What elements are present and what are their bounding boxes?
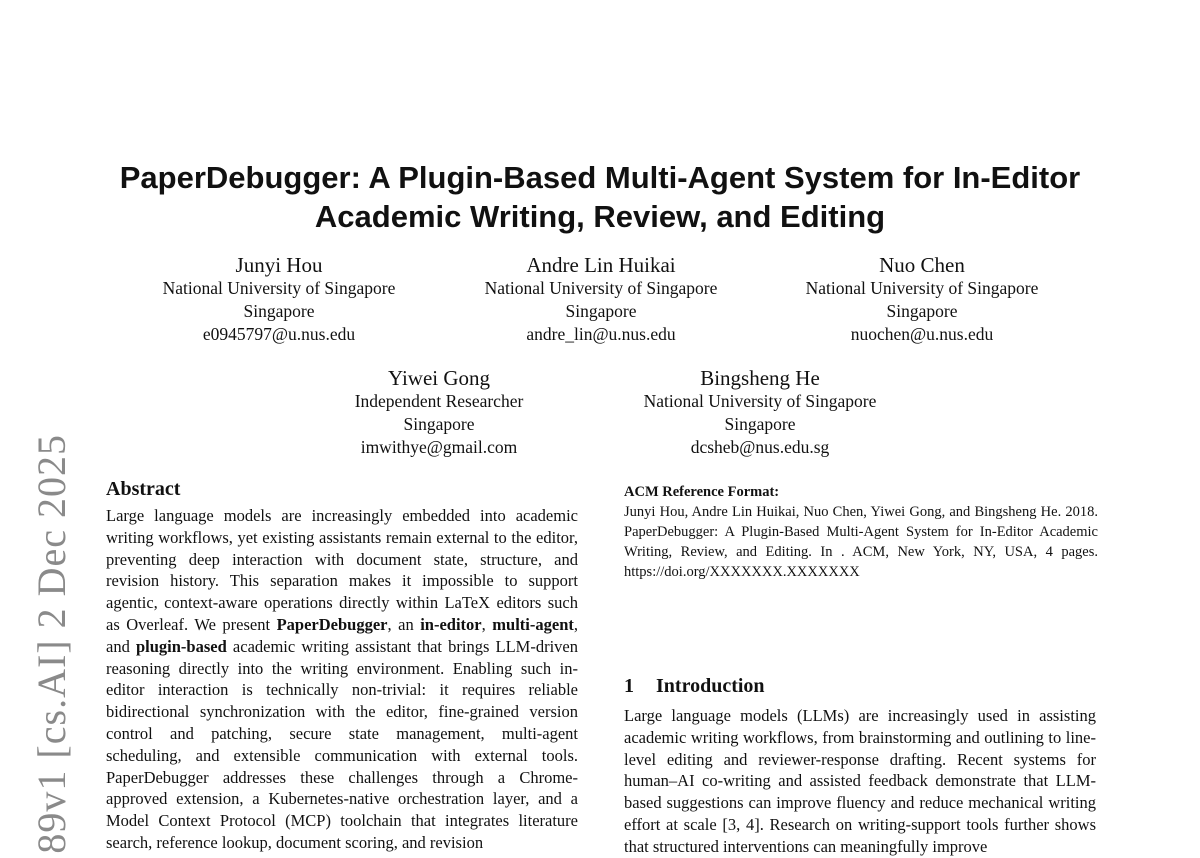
author-affiliation: National University of Singapore xyxy=(162,278,396,298)
author-block xyxy=(772,253,1072,346)
introduction-text: Large language models (LLMs) are increasingly used in assisting academic writing workflows, from brainstorming and outlining to line-level editing and reviewer-response drafting. Recent systems for human–AI co-writing and assisted feedback demonstrate that LLM-based suggestions can improve fluency and reduce mechanical writing effort at scale [3, 4]. Research on writing-support tools further shows that structured interventions can meaningfully improve xyxy=(624,706,1096,856)
acm-reference-text: Junyi Hou, Andre Lin Huikai, Nuo Chen, Yiwei Gong, and Bingsheng He. 2018. PaperDebugger: A Plugin-Based Multi-Agent System for In-Editor Academic Writing, Review, and Editing. In . ACM, New York, NY, USA, 4 pages. https://doi.org/XXXXXXX.XXXXXXX xyxy=(624,504,1098,580)
author-country: Singapore xyxy=(724,414,796,434)
section-number: 1 xyxy=(624,675,634,697)
author-email[interactable]: nuochen@u.nus.edu xyxy=(850,324,994,344)
author-email[interactable]: e0945797@u.nus.edu xyxy=(202,324,356,344)
author-name: Bingsheng He xyxy=(700,366,820,390)
section-title: Introduction xyxy=(656,675,765,697)
author-country: Singapore xyxy=(565,301,637,321)
arxiv-stamp: 89v1 [cs.AI] 2 Dec 2025 xyxy=(29,434,74,854)
author-country: Singapore xyxy=(403,414,475,434)
author-country: Singapore xyxy=(243,301,315,321)
author-block xyxy=(129,253,429,346)
author-name: Nuo Chen xyxy=(879,253,965,277)
author-email[interactable]: andre_lin@u.nus.edu xyxy=(526,324,676,344)
section-heading-introduction xyxy=(624,675,765,698)
author-affiliation: National University of Singapore xyxy=(805,278,1039,298)
author-name: Yiwei Gong xyxy=(387,366,491,390)
author-email[interactable]: dcsheb@nus.edu.sg xyxy=(690,437,830,457)
author-affiliation: National University of Singapore xyxy=(643,391,877,411)
author-block xyxy=(289,366,589,459)
paper-title: PaperDebugger: A Plugin-Based Multi-Agent System for In-Editor Academic Writing, Review, and Editing xyxy=(119,160,1081,234)
author-affiliation: Independent Researcher xyxy=(354,391,524,411)
author-name: Junyi Hou xyxy=(235,253,323,277)
author-email[interactable]: imwithye@gmail.com xyxy=(360,437,518,457)
abstract-heading: Abstract xyxy=(106,478,181,500)
author-block xyxy=(451,253,751,346)
acm-reference xyxy=(624,482,1098,582)
abstract-text: Large language models are increasingly embedded into academic writing workflows, yet existing assistants remain external to the editor, preventing deep interaction with document state, structure, and revision history. This separation makes it impossible to support agentic, context-aware operations directly within LaTeX editors such as Overleaf. We present PaperDebugger, an in-editor, multi-agent, and plugin-based academic writing assistant that brings LLM-driven reasoning directly into the writing environment. Enabling such in-editor interaction is technically non-trivial: it requires reliable bidirectional synchronization with the editor, fine-grained version control and patching, secure state management, multi-agent scheduling, and extensible communication with external tools. PaperDebugger addresses these challenges through a Chrome-approved extension, a Kubernetes-native orchestration layer, and a Model Context Protocol (MCP) toolchain that integrates literature search, reference lookup, document scoring, and revision xyxy=(106,506,578,852)
author-name: Andre Lin Huikai xyxy=(526,253,676,277)
author-block xyxy=(610,366,910,459)
author-country: Singapore xyxy=(886,301,958,321)
author-affiliation: National University of Singapore xyxy=(484,278,718,298)
acm-reference-heading: ACM Reference Format: xyxy=(624,484,780,500)
